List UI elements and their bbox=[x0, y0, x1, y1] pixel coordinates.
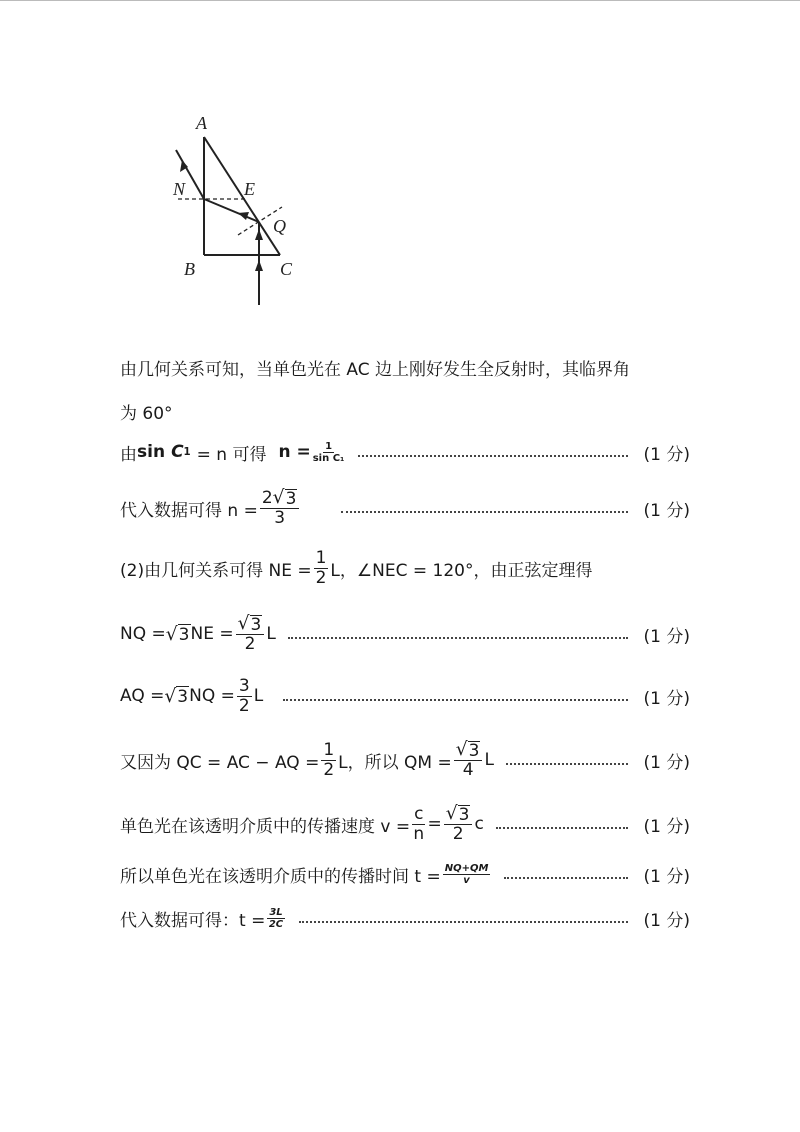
score: (1 分) bbox=[643, 866, 690, 887]
numerator bbox=[454, 740, 483, 762]
text: C bbox=[171, 442, 184, 462]
text: = bbox=[427, 814, 442, 834]
numerator: 3 bbox=[238, 675, 250, 696]
denominator: sin C₁ bbox=[312, 452, 345, 464]
numerator: 1 bbox=[323, 739, 335, 760]
numerator: 1 bbox=[315, 547, 327, 568]
sqrt: √ 3 bbox=[455, 738, 480, 761]
denominator: 2 bbox=[323, 759, 335, 780]
text: 单色光在该透明介质中的传播速度 v = bbox=[120, 816, 411, 837]
denominator: n bbox=[413, 823, 425, 844]
score: (1 分) bbox=[643, 626, 690, 647]
text: AQ = bbox=[120, 686, 165, 706]
fraction bbox=[454, 740, 483, 780]
text: L bbox=[484, 750, 494, 770]
label-Q: Q bbox=[273, 216, 286, 236]
line-qc-qm bbox=[120, 738, 690, 782]
dot-leader bbox=[283, 699, 627, 701]
sqrt: √ 3 bbox=[237, 612, 262, 635]
label-E: E bbox=[244, 179, 255, 199]
score: (1 分) bbox=[643, 444, 690, 465]
fraction bbox=[314, 549, 329, 587]
denominator: 2 bbox=[315, 567, 327, 588]
dot-leader bbox=[341, 511, 627, 513]
label-B: B bbox=[184, 259, 195, 279]
page-top-border bbox=[0, 0, 800, 1]
numerator bbox=[260, 488, 300, 510]
text: 代入数据可得 n = bbox=[120, 500, 258, 521]
text: 3 bbox=[178, 624, 190, 645]
text: 1 bbox=[183, 446, 191, 458]
numerator: 3L bbox=[269, 906, 283, 918]
numerator bbox=[236, 614, 265, 636]
score: (1 分) bbox=[643, 910, 690, 931]
denominator: v bbox=[463, 874, 470, 886]
fraction bbox=[237, 677, 252, 715]
label-A: A bbox=[196, 113, 207, 133]
paragraph-critical-angle bbox=[120, 350, 690, 434]
dot-leader bbox=[288, 637, 628, 639]
text: 所以单色光在该透明介质中的传播时间 t = bbox=[120, 866, 441, 887]
arrow-left bbox=[238, 212, 249, 220]
dot-leader bbox=[504, 877, 627, 879]
denominator: 3 bbox=[274, 508, 286, 529]
arrow-up-lower bbox=[255, 260, 263, 271]
fraction bbox=[321, 741, 336, 779]
line-time bbox=[120, 852, 690, 896]
score: (1 分) bbox=[643, 688, 690, 709]
score: (1 分) bbox=[643, 816, 690, 837]
text: NE = bbox=[190, 624, 234, 644]
line-nq bbox=[120, 612, 690, 656]
line-speed bbox=[120, 802, 690, 846]
side-AC bbox=[204, 137, 280, 255]
text: L bbox=[266, 624, 276, 644]
dot-leader bbox=[299, 921, 628, 923]
sqrt: √ 3 bbox=[272, 486, 297, 509]
dot-leader bbox=[496, 827, 628, 829]
text: n = bbox=[278, 442, 311, 462]
text: 由 bbox=[120, 444, 137, 465]
line-aq bbox=[120, 674, 690, 718]
text-line: 为 60° bbox=[120, 404, 173, 424]
fraction bbox=[267, 907, 284, 930]
sqrt: √ 3 bbox=[445, 802, 470, 825]
fraction bbox=[260, 488, 300, 528]
line-ne bbox=[120, 546, 690, 590]
text: L，所以 QM = bbox=[338, 752, 452, 773]
text: L，∠NEC = 120°，由正弦定理得 bbox=[330, 560, 593, 581]
label-N: N bbox=[173, 179, 186, 199]
text: (2)由几何关系可得 NE = bbox=[120, 560, 312, 581]
denominator: 2C bbox=[268, 918, 284, 930]
denominator: 4 bbox=[462, 760, 474, 781]
score: (1 分) bbox=[643, 752, 690, 773]
text: 又因为 QC = AC − AQ = bbox=[120, 752, 320, 773]
text: L bbox=[253, 686, 264, 706]
text-line: 由几何关系可知，当单色光在 AC 边上刚好发生全反射时，其临界角 bbox=[120, 360, 631, 380]
text: NQ = bbox=[120, 624, 166, 644]
numerator bbox=[444, 804, 473, 826]
text: c bbox=[474, 814, 484, 834]
fraction bbox=[444, 804, 473, 844]
line-n-value bbox=[120, 486, 690, 530]
dot-leader bbox=[506, 763, 628, 765]
fraction bbox=[443, 863, 491, 886]
text: 3 bbox=[177, 686, 189, 707]
fraction bbox=[313, 441, 345, 464]
text: 3 bbox=[285, 488, 297, 509]
numerator: NQ+QM bbox=[444, 862, 489, 874]
line-sin-c bbox=[120, 430, 690, 474]
text: NQ = bbox=[189, 686, 235, 706]
line-time-value bbox=[120, 896, 690, 940]
fraction bbox=[412, 805, 425, 843]
denominator: 2 bbox=[244, 634, 256, 655]
text: 3 bbox=[250, 614, 262, 635]
score: (1 分) bbox=[643, 500, 690, 521]
denominator: 2 bbox=[238, 695, 250, 716]
sqrt: √ 3 bbox=[164, 685, 189, 707]
numerator: c bbox=[414, 803, 424, 824]
denominator: 2 bbox=[452, 824, 464, 845]
dot-leader bbox=[358, 455, 627, 457]
arrow-up-upper bbox=[255, 229, 263, 240]
text: = n 可得 bbox=[196, 444, 267, 465]
text: 代入数据可得：t = bbox=[120, 910, 266, 931]
fraction bbox=[236, 614, 265, 654]
sqrt: √ 3 bbox=[165, 623, 190, 645]
text: sin bbox=[137, 442, 166, 462]
text: 3 bbox=[468, 740, 480, 761]
text: 3 bbox=[458, 804, 470, 825]
label-C: C bbox=[280, 259, 293, 279]
prism-ray-diagram bbox=[160, 105, 320, 310]
numerator: 1 bbox=[325, 440, 333, 452]
text: 2 bbox=[261, 487, 273, 508]
